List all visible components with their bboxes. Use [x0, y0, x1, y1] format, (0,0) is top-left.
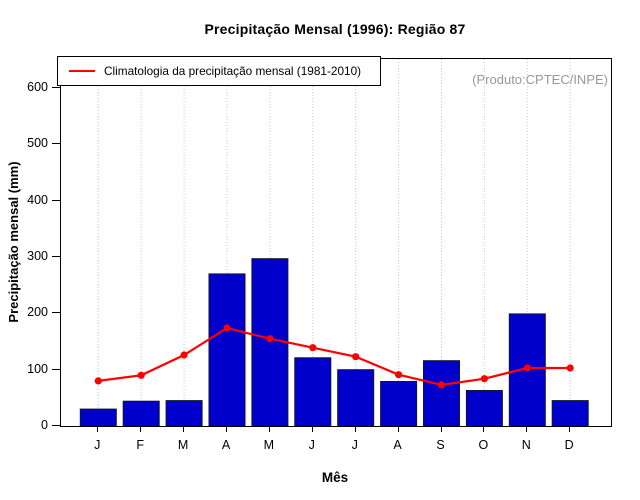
- x-axis-tick-3: [226, 426, 227, 432]
- climatology-line: [98, 328, 570, 385]
- producer-annotation: (Produto:CPTEC/INPE): [472, 72, 608, 87]
- y-axis-tick-label-300: 300: [27, 249, 48, 263]
- x-axis-tick-11: [569, 426, 570, 432]
- x-axis-tick-label-3: A: [221, 438, 231, 452]
- chart-title: Precipitação Mensal (1996): Região 87: [204, 21, 466, 37]
- y-axis-tick-label-100: 100: [27, 361, 48, 376]
- y-axis-tick-200: [52, 312, 60, 313]
- x-axis-tick-2: [183, 426, 184, 432]
- x-axis-tick-label-0: J: [94, 438, 101, 452]
- y-axis-tick-500: [52, 143, 60, 144]
- precipitation-bar-11: [552, 401, 588, 426]
- x-axis-title: Mês: [321, 470, 349, 485]
- climatology-point-7: [395, 371, 402, 378]
- climatology-point-0: [95, 377, 102, 384]
- y-axis-tick-label-600: 600: [27, 80, 48, 94]
- x-axis-tick-4: [269, 426, 270, 432]
- x-axis-tick-label-7: A: [393, 438, 402, 452]
- x-axis-tick-label-8: S: [436, 438, 445, 452]
- precipitation-bar-1: [123, 401, 159, 426]
- y-axis-tick-400: [52, 200, 60, 201]
- chart-canvas: [61, 59, 611, 426]
- x-axis-tick-label-11: D: [564, 438, 574, 452]
- precipitation-bar-0: [80, 409, 116, 426]
- y-axis-tick-100: [52, 369, 60, 370]
- x-axis-tick-8: [441, 426, 442, 432]
- y-axis-tick-0: [52, 425, 60, 426]
- x-axis-tick-6: [355, 426, 356, 432]
- plot-area: [60, 58, 612, 427]
- climatology-point-3: [223, 324, 230, 331]
- y-axis-tick-label-500: 500: [27, 136, 48, 151]
- precipitation-bar-7: [381, 382, 417, 427]
- precipitation-bar-9: [466, 391, 502, 427]
- y-axis-title: Precipitação mensal (mm): [6, 161, 21, 323]
- y-axis-tick-label-400: 400: [27, 192, 48, 207]
- precipitation-bar-3: [209, 274, 245, 426]
- climatology-point-1: [138, 372, 145, 379]
- precipitation-bar-8: [424, 361, 460, 426]
- precipitation-bar-5: [295, 358, 331, 426]
- legend-label: Climatologia da precipitação mensal (1981-2010): [104, 64, 362, 78]
- x-axis-tick-label-4: M: [263, 438, 275, 452]
- x-axis-tick-7: [398, 426, 399, 432]
- x-axis-tick-label-1: F: [136, 438, 144, 452]
- x-axis-tick-9: [483, 426, 484, 432]
- y-axis-tick-600: [52, 87, 60, 88]
- legend-box: [57, 56, 381, 86]
- precipitation-bar-2: [166, 401, 202, 426]
- y-axis-tick-300: [52, 256, 60, 257]
- y-axis-tick-label-200: 200: [27, 305, 48, 320]
- legend-line-sample-icon: [69, 70, 95, 72]
- precipitation-bar-6: [338, 370, 374, 426]
- x-axis-tick-5: [312, 426, 313, 432]
- y-axis-tick-label-0: 0: [41, 418, 48, 432]
- climatology-point-9: [481, 375, 488, 382]
- climatology-point-10: [524, 364, 531, 371]
- x-axis-tick-label-6: J: [351, 438, 358, 452]
- climatology-point-5: [309, 344, 316, 351]
- climatology-point-4: [266, 335, 273, 342]
- x-axis-tick-0: [97, 426, 98, 432]
- climatology-point-2: [181, 351, 188, 358]
- climatology-point-8: [438, 381, 445, 388]
- x-axis-tick-label-10: N: [521, 438, 531, 452]
- x-axis-tick-10: [526, 426, 527, 432]
- x-axis-tick-1: [140, 426, 141, 432]
- climatology-point-6: [352, 353, 359, 360]
- x-axis-tick-label-9: O: [478, 438, 489, 452]
- x-axis-tick-label-2: M: [177, 438, 189, 452]
- climatology-point-11: [567, 364, 574, 371]
- x-axis-tick-label-5: J: [308, 438, 315, 452]
